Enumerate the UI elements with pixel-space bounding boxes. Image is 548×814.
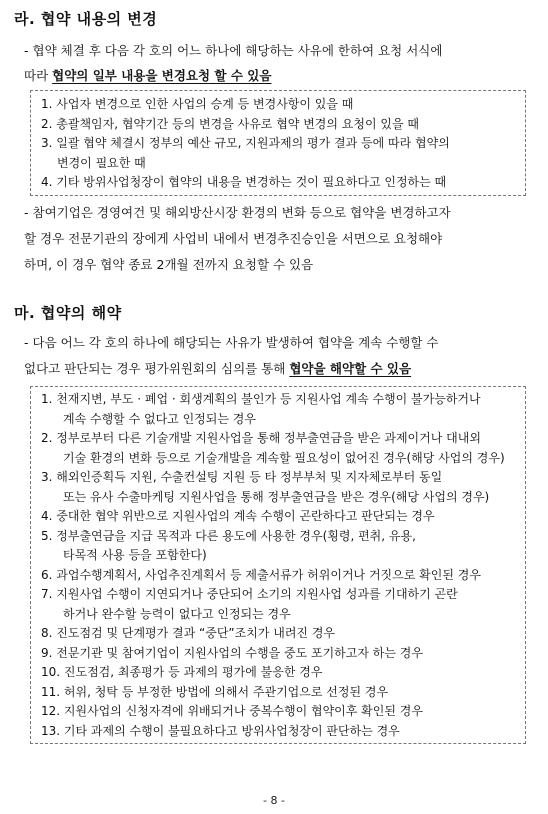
list-item-continuation: 기술 환경의 변화 등으로 기술개발을 계속할 필요성이 없어진 경우(해당 사업의 경우) <box>63 450 505 465</box>
change-conditions-list <box>41 95 517 193</box>
section-ra-intro <box>24 38 536 88</box>
list-item <box>41 95 517 115</box>
list-item-text: 3. 해외인증획득 지원, 수출컨설팅 지원 등 타 정부부처 및 지자체로부터 동일 <box>41 470 443 484</box>
list-item <box>41 468 517 507</box>
page-number: - 8 - <box>263 794 285 807</box>
list-item <box>41 702 517 722</box>
note-line: - 참여기업은 경영여건 및 해외방산시장 환경의 변화 등으로 협약을 변경하고자 <box>24 205 451 220</box>
list-item <box>41 624 517 644</box>
list-item <box>41 644 517 664</box>
list-item-text: 4. 중대한 협약 위반으로 지원사업의 계속 수행이 곤란하다고 판단되는 경우 <box>41 509 435 523</box>
list-item-continuation: 변경이 필요한 때 <box>57 155 146 170</box>
list-item-text: 3. 일괄 협약 체결시 정부의 예산 규모, 지원과제의 평가 결과 등에 따라 협약의 <box>41 136 450 150</box>
list-item-text: 6. 과업수행계획서, 사업추진계획서 등 제출서류가 허위이거나 거짓으로 확인된 경우 <box>41 567 481 582</box>
section-ra-note <box>24 200 536 278</box>
list-item-text: 1. 사업자 변경으로 인한 사업의 승계 등 변경사항이 있을 때 <box>41 97 354 111</box>
list-item <box>41 683 517 703</box>
list-item-text: 1. 천재지변, 부도 · 폐업 · 회생계획의 불인가 등 지원사업 계속 수행이 불가능하거나 <box>41 392 481 406</box>
intro-line-1: - 다음 어느 각 호의 하나에 해당되는 사유가 발생하여 협약을 계속 수행할 수 <box>24 335 439 350</box>
termination-conditions-list <box>41 390 517 741</box>
list-item-continuation: 하거나 완수할 능력이 없다고 인정되는 경우 <box>63 606 291 621</box>
intro-line-2: 따라 협약의 일부 내용을 변경요청 할 수 있음 <box>24 68 272 83</box>
list-item-text: 10. 진도점검, 최종평가 등 과제의 평가에 불응한 경우 <box>41 665 323 679</box>
list-item-text: 2. 총괄책임자, 협약기간 등의 변경을 사유로 협약 변경의 요청이 있을 때 <box>41 116 419 131</box>
list-item <box>41 566 517 586</box>
list-item-text: 5. 정부출연금을 지급 목적과 다른 용도에 사용한 경우(횡령, 편취, 유용, <box>41 528 416 543</box>
section-heading-ra: 라. 협약 내용의 변경 <box>14 10 158 28</box>
list-item-continuation: 계속 수행할 수 없다고 인정되는 경우 <box>63 411 256 426</box>
list-item-continuation: 또는 유사 수출마케팅 지원사업을 통해 정부출연금을 받은 경우(해당 사업의 경우) <box>63 489 490 504</box>
list-item-text: 7. 지원사업 수행이 지연되거나 중단되어 소기의 지원사업 성과를 기대하기 곤란 <box>41 587 458 601</box>
list-item-text: 12. 지원사업의 신청자격에 위배되거나 중복수행이 협약이후 확인된 경우 <box>41 704 423 718</box>
list-item <box>41 585 517 624</box>
list-item <box>41 429 517 468</box>
list-item <box>41 390 517 429</box>
list-item <box>41 173 517 193</box>
section-ma-intro <box>24 330 536 382</box>
underlined-phrase: 협약을 해약할 수 있음 <box>289 361 412 376</box>
list-item-text: 11. 허위, 청탁 등 부정한 방법에 의해서 주관기업으로 선정된 경우 <box>41 684 389 699</box>
list-item-text: 8. 진도점검 및 단계평가 결과 “중단”조치가 내려진 경우 <box>41 626 336 640</box>
change-conditions-box <box>30 90 526 196</box>
list-item <box>41 527 517 566</box>
termination-conditions-box <box>30 386 526 744</box>
list-item <box>41 134 517 173</box>
list-item <box>41 115 517 135</box>
list-item-continuation: 타목적 사용 등을 포함한다) <box>63 548 207 562</box>
list-item-text: 13. 기타 과제의 수행이 불필요하다고 방위사업청장이 판단하는 경우 <box>41 723 400 738</box>
list-item-text: 4. 기타 방위사업청장이 협약의 내용을 변경하는 것이 필요하다고 인정하는 때 <box>41 175 447 189</box>
list-item <box>41 722 517 742</box>
section-heading-ma: 마. 협약의 해약 <box>14 304 122 322</box>
list-item <box>41 663 517 683</box>
underlined-phrase: 협약의 일부 내용을 변경요청 할 수 있음 <box>52 68 272 83</box>
list-item <box>41 507 517 527</box>
intro-line-1: - 협약 체결 후 다음 각 호의 어느 하나에 해당하는 사유에 한하여 요청 서식에 <box>24 43 443 58</box>
note-line: 할 경우 전문기관의 장에게 사업비 내에서 변경추진승인을 서면으로 요청해야 <box>24 231 443 246</box>
intro-line-2: 없다고 판단되는 경우 평가위원회의 심의를 통해 협약을 해약할 수 있음 <box>24 361 412 376</box>
list-item-text: 9. 전문기관 및 참여기업이 지원사업의 수행을 중도 포기하고자 하는 경우 <box>41 645 423 660</box>
note-line: 하며, 이 경우 협약 종료 2개월 전까지 요청할 수 있음 <box>24 257 314 272</box>
list-item-text: 2. 정부로부터 다른 기술개발 지원사업을 통해 정부출연금을 받은 과제이거나 대내외 <box>41 431 481 445</box>
